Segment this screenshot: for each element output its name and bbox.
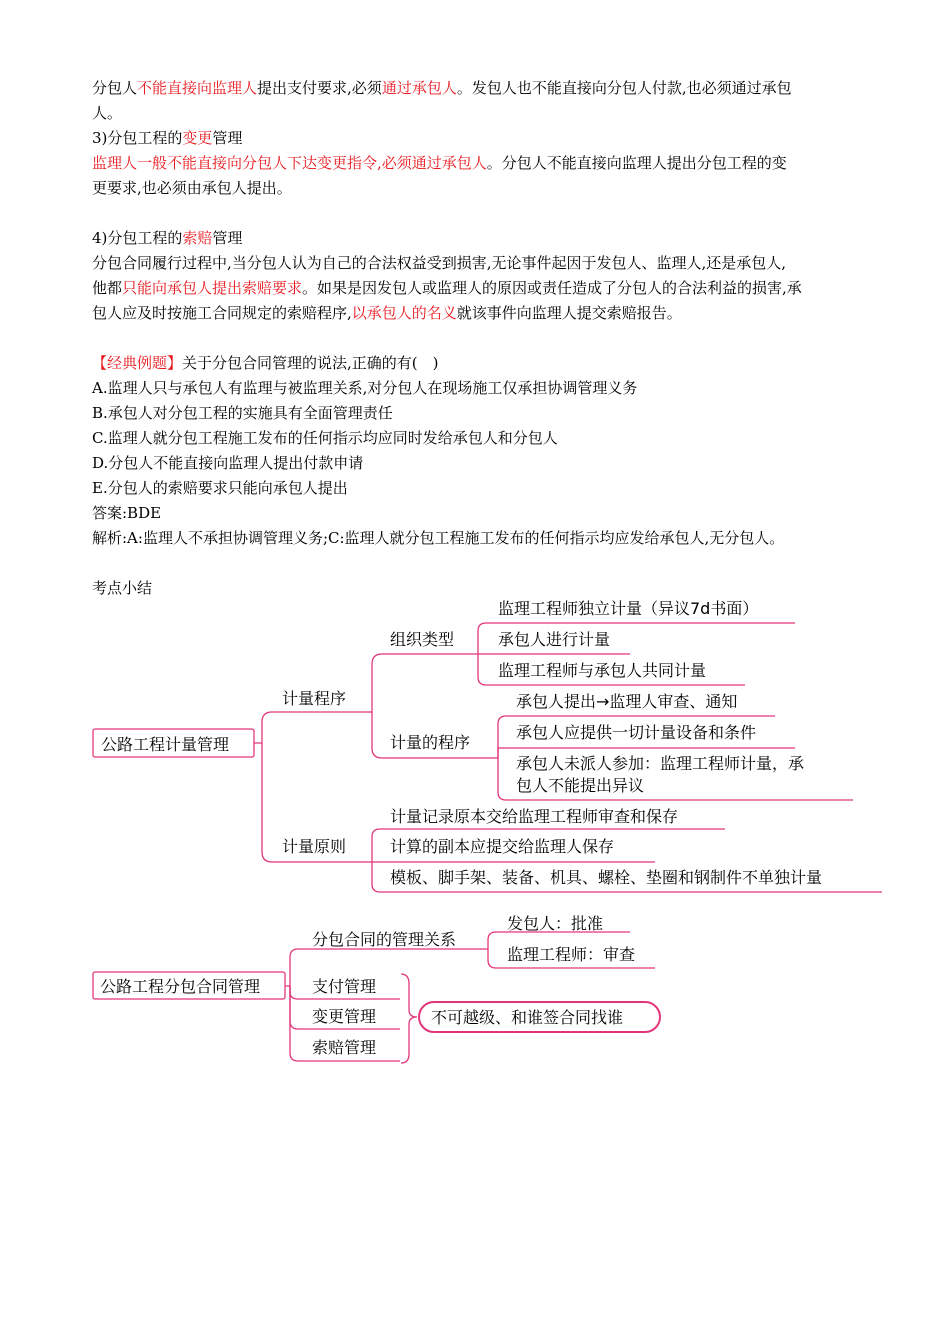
mindmap2-root: 公路工程分包合同管理 <box>100 977 261 996</box>
mindmap1-leaf: 监理工程师独立计量（异议7d书面） <box>498 599 759 618</box>
paragraph-claim-line2: 他都只能向承包人提出索赔要求。如果是因发包人或监理人的原因或责任造成了分包人的合法利益的损害,承 <box>92 279 802 297</box>
mindmap2-branch-payment: 支付管理 <box>312 977 377 996</box>
summary-title: 考点小结 <box>92 579 153 597</box>
example-option: D.分包人不能直接向监理人提出付款申请 <box>92 454 364 472</box>
mindmap1-leaf: 包人不能提出异议 <box>516 776 645 795</box>
example-option: C.监理人就分包工程施工发布的任何指示均应同时发给承包人和分包人 <box>92 429 558 447</box>
mindmap1-leaf: 监理工程师与承包人共同计量 <box>498 661 707 680</box>
mindmap1-sub-procedure: 计量的程序 <box>390 733 471 752</box>
mindmap-subcontract <box>93 914 660 1063</box>
mindmap2-note: 不可越级、和谁签合同找谁 <box>431 1008 624 1027</box>
mindmap2-branch-relation: 分包合同的管理关系 <box>312 930 457 949</box>
mindmap1-sub-org-type: 组织类型 <box>390 630 455 649</box>
example-option: A.监理人只与承包人有监理与被监理关系,对分包人在现场施工仅承担协调管理义务 <box>92 379 638 397</box>
mindmap1-leaf: 计量记录原本交给监理工程师审查和保存 <box>390 807 679 826</box>
paragraph-payment-line2: 人。 <box>92 104 123 122</box>
paragraph-claim-line3: 包人应及时按施工合同规定的索赔程序,以承包人的名义就该事件向监理人提交索赔报告。 <box>92 304 682 322</box>
section-change-heading: 3)分包工程的变更管理 <box>92 129 243 147</box>
paragraph-claim-line1: 分包合同履行过程中,当分包人认为自己的合法权益受到损害,无论事件起因于发包人、监理人,还是承包人, <box>92 254 787 272</box>
paragraph-change-line2: 更要求,也必须由承包人提出。 <box>92 179 292 197</box>
example-analysis: 解析:A:监理人不承担协调管理义务;C:监理人就分包工程施工发布的任何指示均应发给承包人,无分包人。 <box>92 529 785 547</box>
example-answer: 答案:BDE <box>92 504 162 522</box>
section-claim-heading: 4)分包工程的索赔管理 <box>92 229 243 247</box>
mindmap1-branch-procedure: 计量程序 <box>282 689 347 708</box>
mindmap1-leaf: 承包人进行计量 <box>498 630 611 649</box>
mindmap2-leaf: 监理工程师：审查 <box>507 945 636 964</box>
example-option: B.承包人对分包工程的实施具有全面管理责任 <box>92 404 393 422</box>
brace <box>401 974 417 1063</box>
mindmap1-root: 公路工程计量管理 <box>101 735 230 754</box>
mindmap-measurement <box>93 599 882 892</box>
example-question: 【经典例题】关于分包合同管理的说法,正确的有( ) <box>92 354 439 372</box>
example-option: E.分包人的索赔要求只能向承包人提出 <box>92 479 348 497</box>
example-tag: 【经典例题】 <box>92 354 183 372</box>
paragraph-change-line1: 监理人一般不能直接向分包人下达变更指令,必须通过承包人。分包人不能直接向监理人提出分包工程的变 <box>92 154 787 172</box>
mindmap1-leaf: 模板、脚手架、装备、机具、螺栓、垫圈和钢制件不单独计量 <box>390 868 823 887</box>
mindmap1-leaf: 承包人应提供一切计量设备和条件 <box>516 723 757 742</box>
paragraph-payment-line1: 分包人不能直接向监理人提出支付要求,必须通过承包人。发包人也不能直接向分包人付款,也必须通过承包 <box>92 79 792 97</box>
mindmap1-leaf: 承包人未派人参加：监理工程师计量，承 <box>516 754 805 773</box>
mindmap1-leaf: 计算的副本应提交给监理人保存 <box>390 837 615 856</box>
mindmap2-branch-claim: 索赔管理 <box>312 1038 377 1057</box>
mindmap2-leaf: 发包人：批准 <box>507 914 604 933</box>
mindmap1-branch-principle: 计量原则 <box>282 837 347 856</box>
mindmap1-leaf: 承包人提出→监理人审查、通知 <box>516 692 738 711</box>
mindmap2-branch-change: 变更管理 <box>312 1007 377 1026</box>
